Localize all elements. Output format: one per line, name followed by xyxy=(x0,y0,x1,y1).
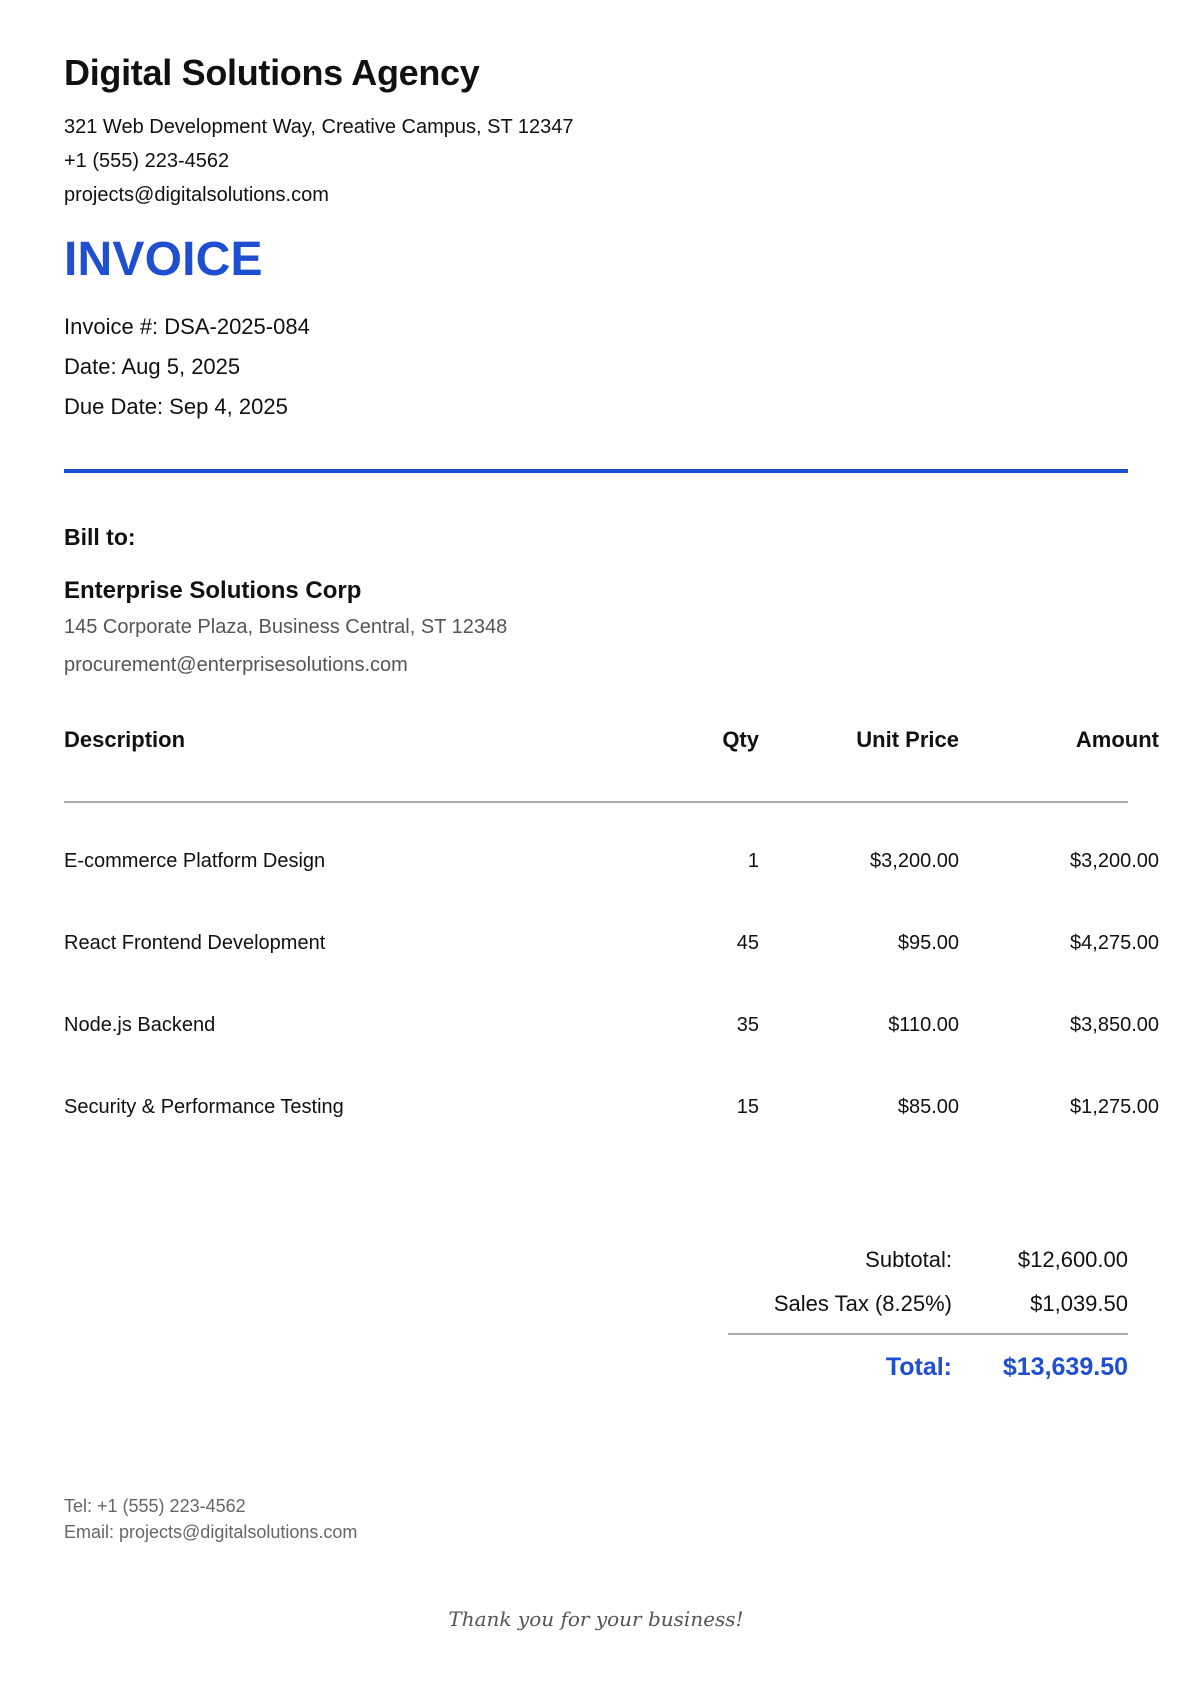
client-name: Enterprise Solutions Corp xyxy=(64,577,362,604)
invoice-date: Date: Aug 5, 2025 xyxy=(64,354,241,379)
row-unit-price: $85.00 xyxy=(897,1096,959,1118)
row-qty: 35 xyxy=(736,1014,759,1036)
totals-divider xyxy=(728,1333,1128,1335)
bill-to-label: Bill to: xyxy=(64,524,136,550)
total-label: Total: xyxy=(885,1353,952,1381)
invoice-number: Invoice #: DSA-2025-084 xyxy=(64,314,310,339)
column-header-qty: Qty xyxy=(722,727,759,752)
subtotal-value: $12,600.00 xyxy=(1017,1247,1128,1272)
column-header-amount: Amount xyxy=(1075,727,1159,752)
row-amount: $4,275.00 xyxy=(1070,932,1159,954)
row-description: React Frontend Development xyxy=(64,932,326,954)
row-qty: 45 xyxy=(736,932,759,954)
company-address: 321 Web Development Way, Creative Campus, ST 12347 xyxy=(64,116,574,138)
sales-tax-label: Sales Tax (8.25%) xyxy=(773,1291,952,1316)
client-address: 145 Corporate Plaza, Business Central, ST 12348 xyxy=(64,616,508,638)
company-phone: +1 (555) 223-4562 xyxy=(64,150,230,172)
row-amount: $3,850.00 xyxy=(1070,1014,1159,1036)
thank-you-note: Thank you for your business! xyxy=(448,1607,744,1631)
invoice-title: INVOICE xyxy=(64,233,263,286)
company-name: Digital Solutions Agency xyxy=(64,52,480,93)
footer-email: Email: projects@digitalsolutions.com xyxy=(64,1522,358,1542)
invoice-page xyxy=(64,0,1159,1684)
row-qty: 1 xyxy=(747,850,759,872)
row-unit-price: $110.00 xyxy=(888,1014,959,1036)
column-header-unit-price: Unit Price xyxy=(856,727,959,752)
row-qty: 15 xyxy=(736,1096,759,1118)
client-email: procurement@enterprisesolutions.com xyxy=(64,654,408,676)
row-amount: $3,200.00 xyxy=(1070,850,1159,872)
row-description: Security & Performance Testing xyxy=(64,1096,344,1118)
footer-tel: Tel: +1 (555) 223-4562 xyxy=(64,1496,246,1516)
table-header-divider xyxy=(64,801,1128,803)
subtotal-label: Subtotal: xyxy=(865,1247,952,1272)
row-unit-price: $95.00 xyxy=(897,932,959,954)
invoice-due-date: Due Date: Sep 4, 2025 xyxy=(64,394,288,419)
header-divider xyxy=(64,469,1128,473)
company-email: projects@digitalsolutions.com xyxy=(64,184,329,206)
column-header-description: Description xyxy=(64,727,186,752)
row-unit-price: $3,200.00 xyxy=(870,850,959,872)
row-description: E-commerce Platform Design xyxy=(64,850,326,872)
sales-tax-value: $1,039.50 xyxy=(1030,1291,1128,1316)
row-description: Node.js Backend xyxy=(64,1014,216,1036)
total-value: $13,639.50 xyxy=(1002,1353,1128,1381)
row-amount: $1,275.00 xyxy=(1070,1096,1159,1118)
